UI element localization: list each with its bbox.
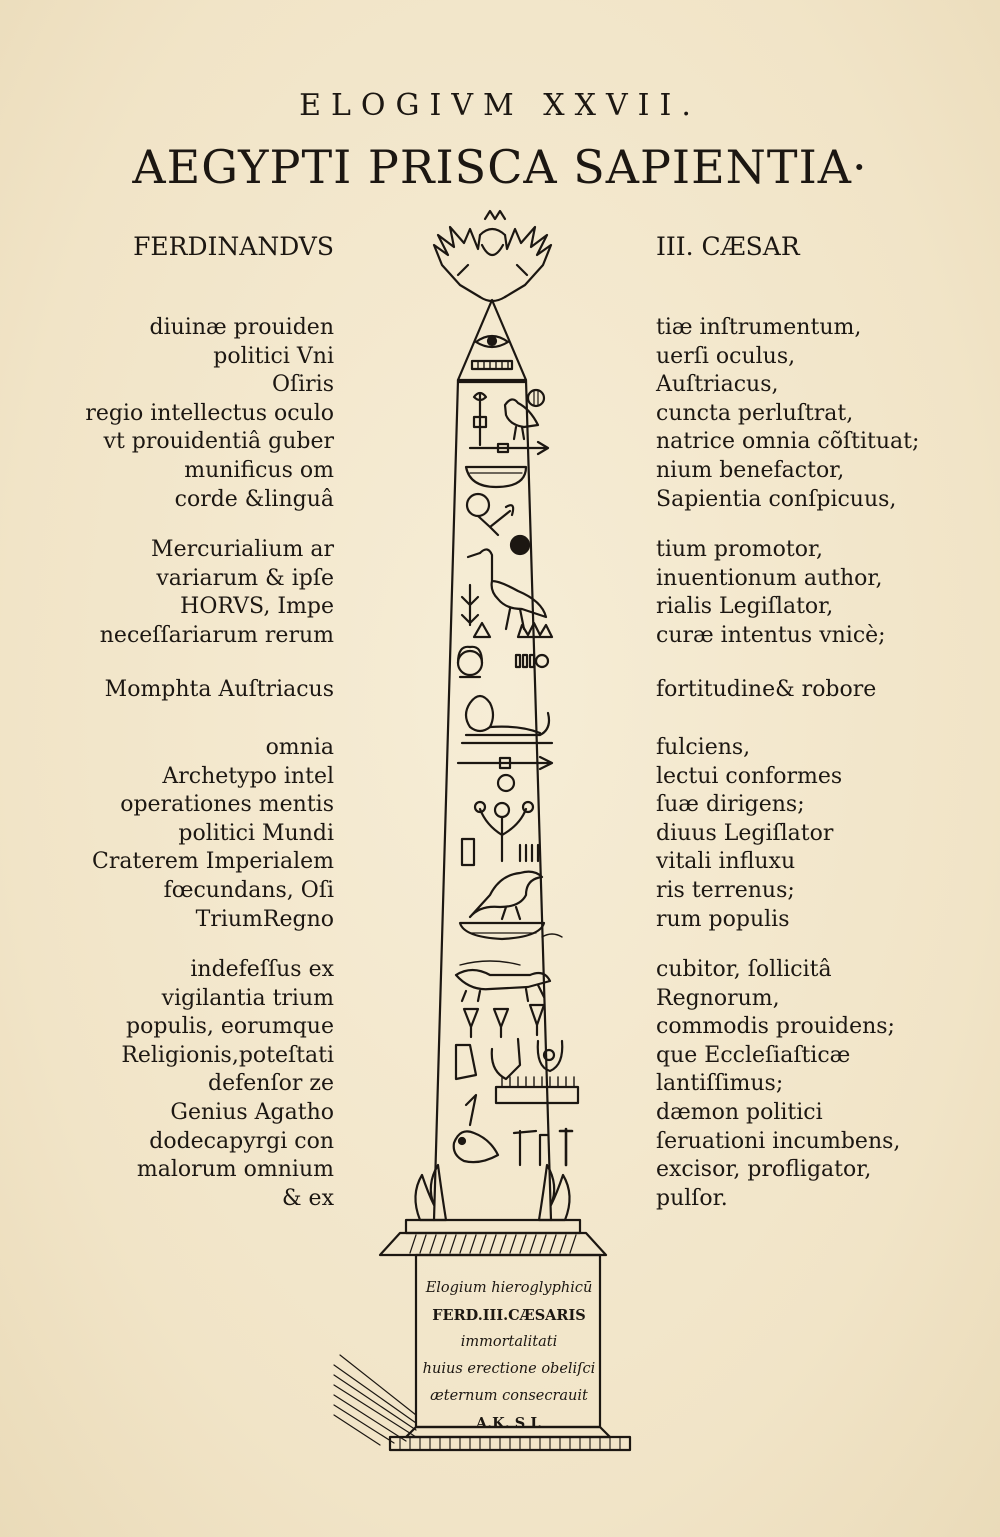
text-line: operationes mentis xyxy=(120,792,334,818)
text-line: vigilantia trium xyxy=(161,985,334,1011)
inscription-line: FERD.III.CÆSARIS xyxy=(432,1307,586,1324)
left-block-2 xyxy=(100,536,334,650)
hieroglyph-owl-icon xyxy=(454,1095,498,1162)
hieroglyph-disc-icon xyxy=(498,775,514,791)
pedestal-inscription xyxy=(420,1275,598,1437)
text-line: inuentionum author, xyxy=(656,565,883,591)
text-line: HORVS, Impe xyxy=(180,594,334,620)
text-line: neceſſariarum rerum xyxy=(99,622,334,648)
text-line: Sapientia conſpicuus, xyxy=(656,486,897,512)
text-line: politici Vni xyxy=(213,343,334,369)
right-block-4 xyxy=(656,734,842,934)
left-block-1 xyxy=(85,314,334,514)
hieroglyph-flower-icon xyxy=(475,802,533,861)
left-block-3 xyxy=(105,676,334,705)
text-line: natrice omnia cõſtituat; xyxy=(656,429,920,455)
inscription-line: A.K. S I. xyxy=(475,1415,543,1432)
hieroglyph-lotus-row-icon xyxy=(464,1005,544,1037)
text-line: uerſi oculus, xyxy=(656,343,796,369)
inscription-line: immortalitati xyxy=(460,1334,558,1350)
page-heading: ELOGIVM XXVII. xyxy=(299,88,701,123)
ground-hatching xyxy=(334,1355,416,1445)
text-line: Archetypo intel xyxy=(162,763,334,789)
hieroglyph-crown-icon xyxy=(518,623,552,637)
obelisk-shaft xyxy=(434,380,551,1220)
right-block-2 xyxy=(656,536,886,650)
hieroglyph-plant-icon xyxy=(467,494,513,535)
text-line: diuus Legiſlator xyxy=(656,820,834,846)
text-line: tium promotor, xyxy=(656,537,824,562)
acanthus-ornament-left-icon xyxy=(415,1165,446,1220)
hieroglyph-comb-icon xyxy=(496,1077,578,1103)
text-line: corde &linguâ xyxy=(174,486,334,512)
text-line: ris terrenus; xyxy=(656,877,795,903)
hieroglyph-raven-icon xyxy=(470,872,542,919)
text-line: regio intellectus oculo xyxy=(85,400,334,426)
text-line: rum populis xyxy=(656,906,790,932)
text-line: cubitor, ſollicitâ xyxy=(656,957,832,982)
hieroglyph-block-icon xyxy=(462,839,474,865)
left-block-5 xyxy=(121,956,334,1213)
text-line: excisor, profligator, xyxy=(656,1157,872,1183)
text-line: lantiſſimus; xyxy=(656,1071,784,1097)
page-title: AEGYPTI PRISCA SAPIENTIA· xyxy=(132,140,868,194)
text-line: Religionis,poteſtati xyxy=(121,1042,334,1068)
text-line: Momphta Auſtriacus xyxy=(104,677,334,702)
inscription-line: æternum consecrauit xyxy=(430,1388,588,1404)
label-right: III. CÆSAR xyxy=(656,232,800,261)
text-line: indefeſſus ex xyxy=(190,957,334,982)
text-line: malorum omnium xyxy=(136,1157,334,1183)
text-line: dæmon politici xyxy=(656,1099,823,1125)
text-line: nium benefactor, xyxy=(656,457,845,483)
hieroglyph-sceptre-icon xyxy=(474,393,486,445)
text-line: pulſor. xyxy=(656,1185,728,1211)
hieroglyph-signs-icon xyxy=(516,655,548,667)
text-line: fortitudine& robore xyxy=(656,677,877,702)
text-line: vt prouidentiâ guber xyxy=(103,429,334,455)
text-line: munificus om xyxy=(184,457,334,483)
text-line: Mercurialium ar xyxy=(151,537,334,562)
hieroglyph-disc-icon xyxy=(511,536,529,554)
hieroglyph-basin-icon xyxy=(460,923,544,939)
hieroglyph-lion-icon xyxy=(462,696,552,743)
inscription-line: Elogium hieroglyphicū xyxy=(425,1280,593,1296)
hieroglyph-fox-icon xyxy=(456,961,550,1001)
text-line: curæ intentus vnicè; xyxy=(656,622,886,648)
text-line: diuinæ prouiden xyxy=(149,315,334,340)
text-line: Auſtriacus, xyxy=(656,372,779,398)
hieroglyph-heron-icon xyxy=(468,549,546,629)
right-block-3 xyxy=(656,676,876,705)
hieroglyph-vessel-icon xyxy=(466,467,526,487)
text-line: omnia xyxy=(265,735,334,760)
hieroglyph-head-icon xyxy=(458,647,482,677)
text-line: tiæ inſtrumentum, xyxy=(656,315,862,340)
text-line: Regnorum, xyxy=(656,985,780,1011)
hieroglyph-lily-icon xyxy=(462,585,478,625)
hieroglyph-disc-icon xyxy=(528,390,544,406)
text-line: Genius Agatho xyxy=(170,1099,334,1125)
text-line: variarum & ipſe xyxy=(156,565,334,591)
text-line: que Eccleſiaſticæ xyxy=(656,1042,851,1068)
text-line: populis, eorumque xyxy=(125,1014,334,1040)
right-block-5 xyxy=(656,956,900,1213)
hieroglyph-staff-icon xyxy=(514,1129,572,1165)
acanthus-ornament-right-icon xyxy=(539,1165,570,1220)
text-line: cuncta perluſtrat, xyxy=(656,400,854,426)
hieroglyph-triangle-icon xyxy=(474,623,490,637)
left-block-4 xyxy=(92,734,334,934)
text-line: fulciens, xyxy=(656,735,751,760)
text-line: vitali influxu xyxy=(656,849,796,875)
text-line: & ex xyxy=(281,1185,334,1211)
text-line: ſeruationi incumbens, xyxy=(656,1128,901,1154)
text-line: rialis Legiſlator, xyxy=(656,594,834,620)
inscription-line: huius erectione obeliſci xyxy=(422,1361,596,1377)
label-left: FERDINANDVS xyxy=(133,232,334,261)
plinth-top xyxy=(406,1220,580,1233)
text-line: Craterem Imperialem xyxy=(92,849,334,875)
text-line: TriumRegno xyxy=(195,906,334,932)
text-line: lectui conformes xyxy=(656,763,843,789)
text-line: ſuæ dirigens; xyxy=(656,792,805,818)
right-block-1 xyxy=(656,314,919,514)
text-line: commodis prouidens; xyxy=(656,1014,895,1040)
text-line: Oſiris xyxy=(271,372,334,398)
text-line: dodecapyrgi con xyxy=(149,1128,334,1154)
text-line: defenſor ze xyxy=(208,1071,334,1097)
text-line: politici Mundi xyxy=(178,820,334,846)
text-line: fœcundans, Oſi xyxy=(163,877,334,903)
eye-icon xyxy=(476,336,508,347)
eagle-crest-icon xyxy=(434,211,551,301)
